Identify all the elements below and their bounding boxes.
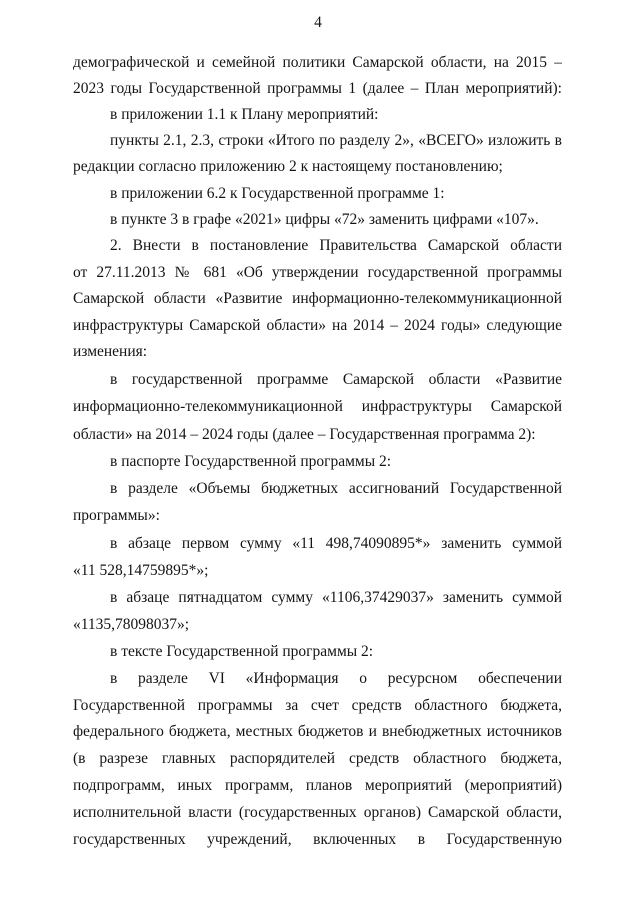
text-line: (в разрезе главных распорядителей средств областного бюджета,: [73, 750, 562, 767]
text-line: в абзаце пятнадцатом сумму «1106,37429037» заменить суммой: [110, 589, 562, 606]
text-line: в приложении 6.2 к Государственной программе 1:: [110, 185, 445, 202]
text-line: области» на 2014 – 2024 годы (далее – Государственная программа 2):: [73, 426, 536, 443]
text-line: подпрограмм, иных программ, планов мероприятий (мероприятий): [73, 777, 562, 794]
text-line: информационно-телекоммуникационной инфраструктуры Самарской: [73, 398, 562, 415]
text-line: в разделе VI «Информация о ресурсном обеспечении: [110, 670, 562, 687]
text-line: в приложении 1.1 к Плану мероприятий:: [110, 106, 379, 123]
text-line: в тексте Государственной программы 2:: [110, 643, 374, 660]
text-line: демографической и семейной политики Самарской области, на 2015 –: [73, 54, 562, 71]
text-line: инфраструктуры Самарской области» на 2014 – 2024 годы» следующие: [73, 317, 562, 334]
text-line: федерального бюджета, местных бюджетов и внебюджетных источников: [73, 723, 562, 740]
page-number: 4: [314, 14, 322, 31]
text-line: Самарской области «Развитие информационно-телекоммуникационной: [73, 290, 562, 307]
text-line: 2. Внести в постановление Правительства Самарской области: [110, 237, 562, 254]
text-line: в разделе «Объемы бюджетных ассигнований Государственной: [110, 480, 562, 497]
text-line: «1135,78098037»;: [73, 616, 190, 633]
text-line: в пункте 3 в графе «2021» цифры «72» заменить цифрами «107».: [110, 211, 539, 228]
text-line: в государственной программе Самарской области «Развитие: [110, 371, 562, 388]
text-line: в абзаце первом сумму «11 498,74090895*» заменить суммой: [110, 535, 562, 552]
text-line: пункты 2.1, 2.3, строки «Итого по разделу 2», «ВСЕГО» изложить в: [110, 132, 562, 149]
text-line: исполнительной власти (государственных органов) Самарской области,: [73, 804, 562, 821]
text-line: от 27.11.2013 № 681 «Об утверждении государственной программы: [73, 264, 562, 281]
text-line: «11 528,14759895*»;: [73, 562, 209, 579]
text-line: в паспорте Государственной программы 2:: [110, 453, 392, 470]
text-line: изменения:: [73, 343, 148, 360]
text-line: Государственной программы за счет средств областного бюджета,: [73, 697, 562, 714]
text-line: 2023 годы Государственной программы 1 (далее – План мероприятий):: [73, 80, 562, 97]
text-line: редакции согласно приложению 2 к настоящему постановлению;: [73, 158, 503, 175]
text-line: программы»:: [73, 507, 160, 524]
text-line: государственных учреждений, включенных в Государственную: [73, 831, 562, 848]
